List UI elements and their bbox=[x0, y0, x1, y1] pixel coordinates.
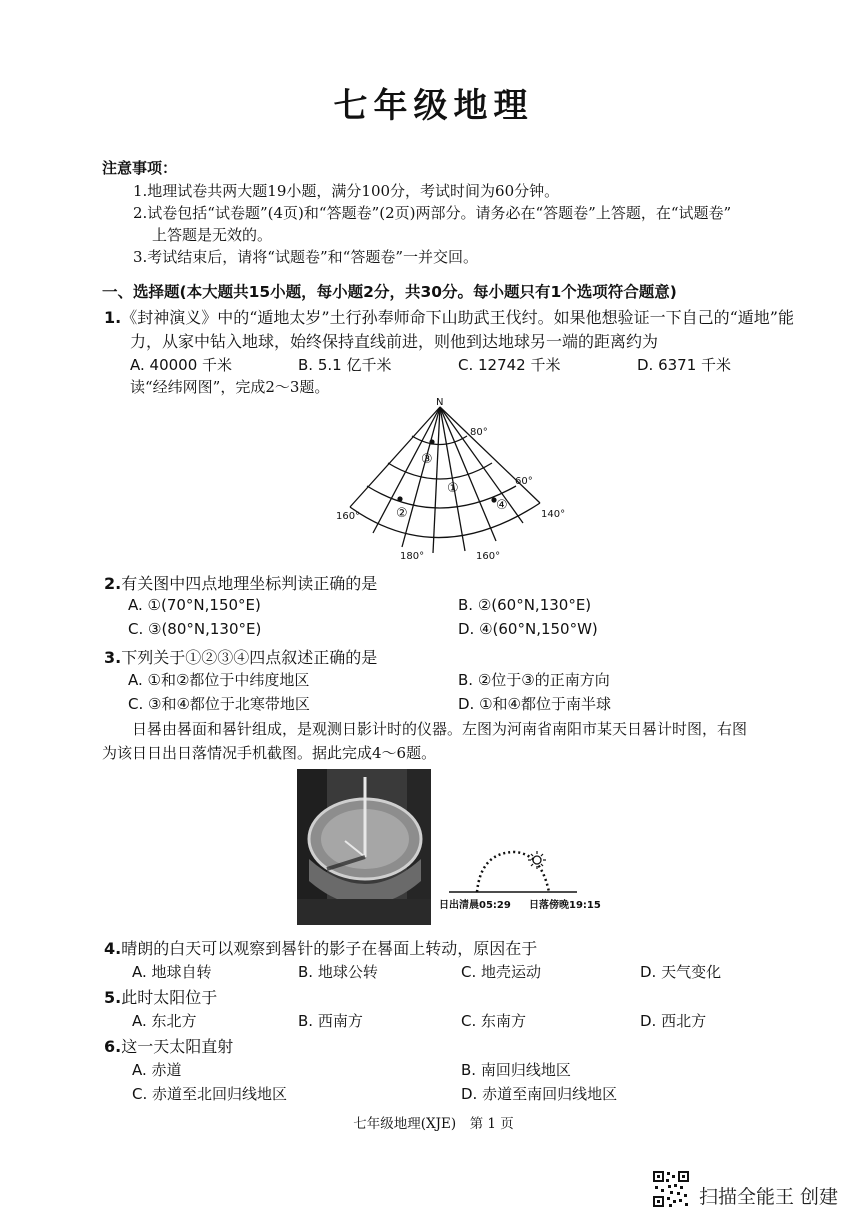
q4-option-a[interactable]: A. 地球自转 bbox=[132, 963, 212, 981]
question-1-cont: 力，从家中钻入地球，始终保持直线前进，则他到达地球另一端的距离约为 bbox=[130, 332, 659, 351]
question-stem: 晴朗的白天可以观察到晷针的影子在晷面上转动，原因在于 bbox=[121, 939, 538, 958]
q4-option-d[interactable]: D. 天气变化 bbox=[640, 963, 722, 981]
question-3 bbox=[104, 645, 377, 668]
question-stem: 《封神演义》中的“遁地太岁”土行孙奉师命下山助武王伐纣。如果他想验证一下自己的“遁地”能 bbox=[121, 308, 794, 327]
notice-item-2-cont: 上答题是无效的。 bbox=[152, 226, 273, 244]
reading-prompt-2-cont: 为该日日出日落情况手机截图。据此完成4～6题。 bbox=[102, 744, 437, 762]
q2-option-a[interactable]: A. ①(70°N,150°E) bbox=[128, 596, 261, 614]
q1-option-b[interactable]: B. 5.1 亿千米 bbox=[298, 356, 392, 374]
question-stem: 此时太阳位于 bbox=[121, 988, 218, 1007]
sunrise-sunset-chart bbox=[437, 838, 601, 911]
q4-option-b[interactable]: B. 地球公转 bbox=[298, 963, 378, 981]
q6-option-a[interactable]: A. 赤道 bbox=[132, 1061, 182, 1079]
page-title: 七年级地理 bbox=[333, 86, 534, 126]
sunrise-time: 日出清晨05:29 bbox=[439, 900, 511, 911]
question-number: 5. bbox=[104, 988, 122, 1007]
q1-option-d[interactable]: D. 6371 千米 bbox=[637, 356, 732, 374]
latitude-60-label: 60° bbox=[515, 476, 533, 487]
page-footer: 七年级地理(XJE) 第 1 页 bbox=[353, 1116, 514, 1132]
north-label: N bbox=[436, 397, 444, 408]
longitude-140-label: 140° bbox=[541, 509, 566, 520]
q1-option-a[interactable]: A. 40000 千米 bbox=[130, 356, 233, 374]
point-4-label: ④ bbox=[496, 498, 508, 513]
q6-option-d[interactable]: D. 赤道至南回归线地区 bbox=[461, 1085, 618, 1103]
notice-item-3: 3.考试结束后，请将“试题卷”和“答题卷”一并交回。 bbox=[133, 248, 478, 266]
question-number: 6. bbox=[104, 1037, 122, 1056]
point-1-label: ① bbox=[447, 481, 459, 496]
q1-option-c[interactable]: C. 12742 千米 bbox=[458, 356, 561, 374]
question-stem: 下列关于①②③④四点叙述正确的是 bbox=[121, 648, 378, 667]
scanner-watermark: 扫描全能王 创建 bbox=[699, 1186, 839, 1208]
question-6 bbox=[104, 1034, 233, 1057]
longitude-160-left-label: 160° bbox=[336, 511, 361, 522]
question-5 bbox=[104, 985, 217, 1008]
section-heading: 一、选择题(本大题共15小题，每小题2分，共30分。每小题只有1个选项符合题意) bbox=[102, 283, 677, 301]
q5-option-b[interactable]: B. 西南方 bbox=[298, 1012, 363, 1030]
latitude-longitude-grid-map bbox=[320, 395, 570, 567]
q2-option-d[interactable]: D. ④(60°N,150°W) bbox=[458, 620, 598, 638]
qr-code-icon bbox=[652, 1170, 690, 1208]
question-number: 2. bbox=[104, 574, 122, 593]
q3-option-d[interactable]: D. ①和④都位于南半球 bbox=[458, 695, 611, 713]
question-number: 1. bbox=[104, 308, 122, 327]
question-stem: 这一天太阳直射 bbox=[121, 1037, 234, 1056]
q2-option-c[interactable]: C. ③(80°N,130°E) bbox=[128, 620, 262, 638]
question-1 bbox=[104, 305, 794, 328]
q6-option-b[interactable]: B. 南回归线地区 bbox=[461, 1061, 571, 1079]
q2-option-b[interactable]: B. ②(60°N,130°E) bbox=[458, 596, 592, 614]
sundial-photo bbox=[297, 769, 431, 925]
q5-option-c[interactable]: C. 东南方 bbox=[461, 1012, 527, 1030]
longitude-180-label: 180° bbox=[400, 551, 425, 562]
sunset-time: 日落傍晚19:15 bbox=[529, 900, 601, 911]
latitude-80-label: 80° bbox=[470, 427, 488, 438]
q5-option-a[interactable]: A. 东北方 bbox=[132, 1012, 197, 1030]
point-2-label: ② bbox=[396, 506, 408, 521]
q6-option-c[interactable]: C. 赤道至北回归线地区 bbox=[132, 1085, 288, 1103]
notice-heading: 注意事项： bbox=[102, 159, 178, 177]
notice-item-2: 2.试卷包括“试卷题”(4页)和“答题卷”(2页)两部分。请务必在“答题卷”上答题，在“试题卷” bbox=[133, 204, 732, 222]
reading-prompt-2: 日晷由晷面和晷针组成，是观测日影计时的仪器。左图为河南省南阳市某天日晷计时图，右图 bbox=[132, 720, 748, 738]
q3-option-c[interactable]: C. ③和④都位于北寒带地区 bbox=[128, 695, 310, 713]
q3-option-a[interactable]: A. ①和②都位于中纬度地区 bbox=[128, 671, 310, 689]
question-4 bbox=[104, 936, 537, 959]
question-number: 3. bbox=[104, 648, 122, 667]
q5-option-d[interactable]: D. 西北方 bbox=[640, 1012, 707, 1030]
sun-icon bbox=[528, 851, 546, 869]
q4-option-c[interactable]: C. 地壳运动 bbox=[461, 963, 542, 981]
notice-item-1: 1.地理试卷共两大题19小题，满分100分，考试时间为60分钟。 bbox=[133, 182, 560, 200]
question-number: 4. bbox=[104, 939, 122, 958]
longitude-160-bottom-label: 160° bbox=[476, 551, 501, 562]
question-stem: 有关图中四点地理坐标判读正确的是 bbox=[121, 574, 378, 593]
reading-prompt-1: 读“经纬网图”，完成2～3题。 bbox=[130, 378, 330, 396]
q3-option-b[interactable]: B. ②位于③的正南方向 bbox=[458, 671, 610, 689]
question-2 bbox=[104, 571, 377, 594]
point-3-label: ③ bbox=[421, 452, 433, 467]
